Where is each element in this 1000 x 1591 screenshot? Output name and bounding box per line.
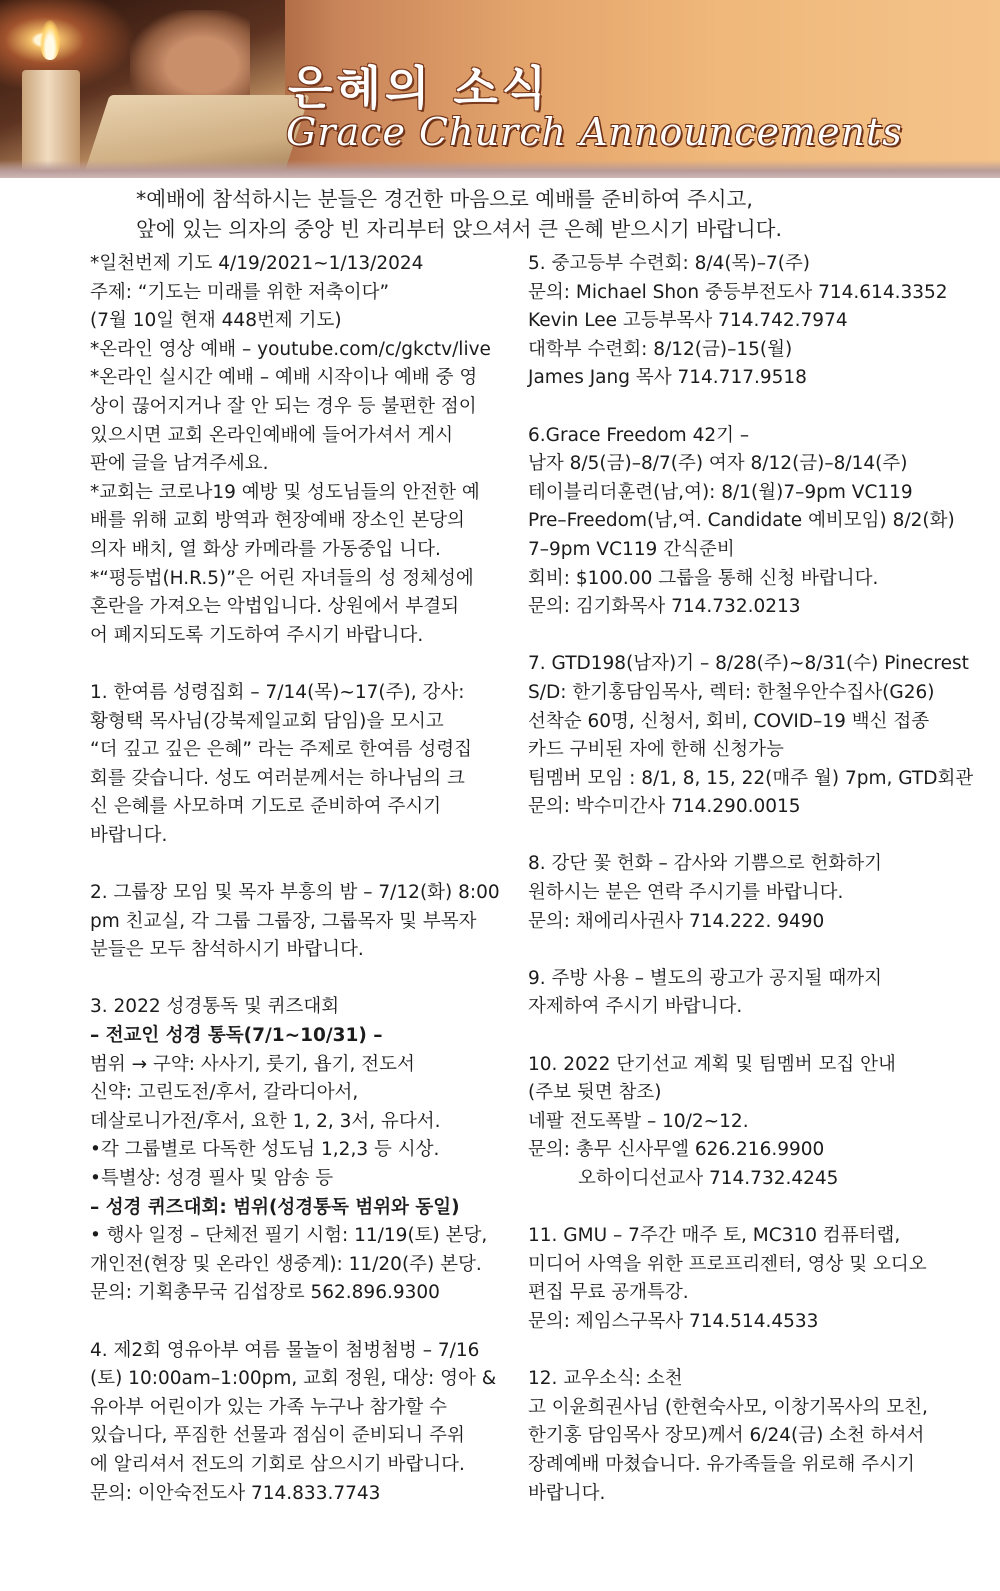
- section-spacer: [528, 622, 948, 651]
- announcement-line: 문의: 채에리사권사 714.222. 9490: [528, 910, 825, 932]
- announcement-line: 편집 무료 공개특강.: [528, 1282, 689, 1304]
- announcement-line: *온라인 실시간 예배 – 예배 시작이나 예배 중 영: [90, 367, 478, 389]
- announcements-right-column: [528, 250, 974, 1508]
- announcement-line: 테이블리더훈련(남,여): 8/1(월)7–9pm VC119: [528, 481, 913, 503]
- section-spacer: [528, 393, 948, 422]
- announcement-line: 고 이윤희권사님 (한현숙사모, 이창기목사의 모친,: [528, 1396, 928, 1418]
- announcement-line: 문의: 제임스구목사 714.514.4533: [528, 1310, 819, 1332]
- announcement-line: 회비: $100.00 그룹을 통해 신청 바랍니다.: [528, 567, 879, 589]
- announcement-line: 카드 구비된 자에 한해 신청가능: [528, 739, 784, 761]
- announcement-line: 2. 그룹장 모임 및 목자 부흥의 밤 – 7/12(화) 8:00: [90, 882, 500, 904]
- announcement-line: 배를 위해 교회 방역과 현장예배 장소인 본당의: [90, 510, 465, 532]
- announcement-line: 범위 → 구약: 사사기, 룻기, 욥기, 전도서: [90, 1053, 415, 1075]
- announcement-line: 바랍니다.: [528, 1482, 606, 1504]
- announcement-line: •특별상: 성경 필사 및 암송 등: [90, 1168, 334, 1189]
- announcement-line: 한기홍 담임목사 장모)께서 6/24(금) 소천 하셔서: [528, 1425, 925, 1447]
- announcement-line: *“평등법(H.R.5)”은 어린 자녀들의 성 정체성에: [90, 567, 474, 589]
- section-spacer: [90, 850, 508, 879]
- announcement-line: 10. 2022 단기선교 계획 및 팀멤버 모집 안내: [528, 1053, 896, 1075]
- announcement-line: “더 깊고 깊은 은혜” 라는 주제로 한여름 성령집: [90, 739, 473, 761]
- candle-and-praying-hands-photo: [0, 0, 285, 178]
- announcement-line: 의자 배치, 열 화상 카메라를 가동중입 니다.: [90, 538, 441, 560]
- announcement-line: 7–9pm VC119 간식준비: [528, 538, 735, 560]
- announcement-line: 분들은 모두 참석하시기 바랍니다.: [90, 939, 364, 961]
- announcement-line: 8. 강단 꽃 헌화 – 감사와 기쁨으로 헌화하기: [528, 853, 883, 875]
- announcement-line: 혼란을 가져오는 악법입니다. 상원에서 부결되: [90, 596, 459, 618]
- section-spacer: [528, 1194, 948, 1223]
- announcement-line: 선착순 60명, 신청서, 회비, COVID–19 백신 접종: [528, 710, 930, 732]
- announcement-line: (토) 10:00am–1:00pm, 교회 정원, 대상: 영아 &: [90, 1368, 497, 1390]
- announcement-line: 6.Grace Freedom 42기 –: [528, 424, 750, 446]
- section-spacer: [528, 1337, 948, 1366]
- announcement-line: 미디어 사역을 위한 프로프리젠터, 영상 및 오디오: [528, 1253, 927, 1275]
- section-spacer: [528, 936, 948, 965]
- announcement-line: S/D: 한기홍담임목사, 렉터: 한철우안수집사(G26): [528, 681, 935, 703]
- announcement-line: (7월 10일 현재 448번제 기도): [90, 310, 342, 332]
- announcement-line: 문의: Michael Shon 중등부전도사 714.614.3352: [528, 281, 948, 303]
- page-subtitle: Grace Church Announcements: [286, 110, 903, 154]
- announcement-line: 5. 중고등부 수련회: 8/4(목)–7(주): [528, 253, 811, 274]
- announcement-line: 자제하여 주시기 바랍니다.: [528, 996, 743, 1018]
- announcement-line: 황형택 목사님(강북제일교회 담임)을 모시고: [90, 710, 444, 732]
- announcement-line: Pre–Freedom(남,여. Candidate 예비모임) 8/2(화): [528, 510, 955, 532]
- announcements-left-column: [90, 250, 508, 1508]
- announcement-line: 1. 한여름 성령집회 – 7/14(목)~17(주), 강사:: [90, 681, 465, 703]
- announcement-line: 상이 끊어지거나 잘 안 되는 경우 등 불편한 점이: [90, 395, 477, 417]
- section-spacer: [90, 1308, 508, 1337]
- announcement-line: 네팔 전도폭발 – 10/2~12.: [528, 1110, 749, 1132]
- announcement-line: 신 은혜를 사모하며 기도로 준비하여 주시기: [90, 796, 442, 818]
- section-spacer: [90, 650, 508, 679]
- announcement-line: 에 알리셔서 전도의 기회로 삼으시기 바랍니다.: [90, 1453, 465, 1475]
- candle-flame-icon: [40, 20, 60, 60]
- header-banner: [0, 0, 1000, 178]
- announcement-line: 문의: 기획총무국 김섭장로 562.896.9300: [90, 1282, 440, 1304]
- announcement-line: 데살로니가전/후서, 요한 1, 2, 3서, 유다서.: [90, 1110, 441, 1132]
- announcement-line: *온라인 영상 예배 – youtube.com/c/gkctv/live: [90, 338, 491, 360]
- announcement-line: 문의: 총무 신사무엘 626.216.9900: [528, 1139, 825, 1161]
- announcement-line: 유아부 어린이가 있는 가족 누구나 참가할 수: [90, 1396, 447, 1418]
- announcement-line: 팀멤버 모임 : 8/1, 8, 15, 22(매주 월) 7pm, GTD회관: [528, 767, 974, 789]
- announcement-line: pm 친교실, 각 그룹 그룹장, 그룹목자 및 부목자: [90, 910, 477, 932]
- announcement-line: 회를 갖습니다. 성도 여러분께서는 하나님의 크: [90, 767, 465, 789]
- announcement-line: 장례예배 마쳤습니다. 유가족들을 위로해 주시기: [528, 1453, 915, 1475]
- notice-line: *예배에 참석하시는 분들은 경건한 마음으로 예배를 준비하여 주시고,: [136, 187, 753, 211]
- section-spacer: [90, 965, 508, 994]
- announcement-line: *일천번제 기도 4/19/2021~1/13/2024: [90, 253, 424, 274]
- announcement-line: 어 폐지되도록 기도하여 주시기 바랍니다.: [90, 624, 424, 646]
- announcement-line: 9. 주방 사용 – 별도의 광고가 공지될 때까지: [528, 967, 883, 989]
- announcement-line: 있습니다, 푸짐한 선물과 점심이 준비되니 주위: [90, 1425, 465, 1447]
- announcement-line: – 성경 퀴즈대회: 범위(성경통독 범위와 동일): [90, 1196, 460, 1218]
- announcement-line: 오하이디선교사 714.732.4245: [578, 1168, 839, 1189]
- worship-notice: [136, 184, 896, 244]
- announcement-line: • 행사 일정 – 단체전 필기 시험: 11/19(토) 본당,: [90, 1225, 488, 1247]
- banner-bottom-strip: [0, 160, 1000, 178]
- announcement-line: •각 그룹별로 다독한 성도님 1,2,3 등 시상.: [90, 1139, 440, 1161]
- announcement-line: 문의: 김기화목사 714.732.0213: [528, 596, 801, 618]
- announcement-line: (주보 뒷면 참조): [528, 1082, 662, 1104]
- announcement-line: 남자 8/5(금)–8/7(주) 여자 8/12(금)–8/14(주): [528, 453, 908, 475]
- announcement-line: *교회는 코로나19 예방 및 성도님들의 안전한 예: [90, 481, 480, 503]
- section-spacer: [528, 1022, 948, 1051]
- announcement-line: 4. 제2회 영유아부 여름 물놀이 첨벙첨벙 – 7/16: [90, 1339, 480, 1361]
- announcement-line: Kevin Lee 고등부목사 714.742.7974: [528, 310, 848, 332]
- section-spacer: [528, 822, 948, 851]
- announcement-line: James Jang 목사 714.717.9518: [528, 367, 807, 389]
- announcement-line: 7. GTD198(남자)기 – 8/28(주)~8/31(수) Pinecrest: [528, 653, 969, 675]
- announcement-line: 12. 교우소식: 소천: [528, 1368, 683, 1390]
- announcement-line: 문의: 박수미간사 714.290.0015: [528, 796, 801, 818]
- announcement-line: 바랍니다.: [90, 824, 168, 846]
- announcement-line: 판에 글을 남겨주세요.: [90, 453, 269, 475]
- announcement-line: 개인전(현장 및 온라인 생중계): 11/20(주) 본당.: [90, 1253, 482, 1275]
- announcement-line: – 전교인 성경 통독(7/1~10/31) –: [90, 1025, 383, 1047]
- announcement-line: 대학부 수련회: 8/12(금)–15(월): [528, 338, 793, 360]
- announcement-line: 있으시면 교회 온라인예배에 들어가셔서 게시: [90, 424, 454, 446]
- announcement-line: 신약: 고린도전/후서, 갈라디아서,: [90, 1082, 359, 1104]
- announcement-line: 원하시는 분은 연락 주시기를 바랍니다.: [528, 882, 844, 904]
- notice-line: 앞에 있는 의자의 중앙 빈 자리부터 앉으셔서 큰 은혜 받으시기 바랍니다.: [136, 217, 782, 241]
- announcement-line: 11. GMU – 7주간 매주 토, MC310 컴퓨터랩,: [528, 1225, 901, 1247]
- announcement-line: 3. 2022 성경통독 및 퀴즈대회: [90, 996, 340, 1018]
- announcement-line: 문의: 이안숙전도사 714.833.7743: [90, 1482, 381, 1504]
- announcement-line: 주제: “기도는 미래를 위한 저축이다”: [90, 281, 390, 303]
- page-title: 은혜의 소식: [288, 61, 551, 115]
